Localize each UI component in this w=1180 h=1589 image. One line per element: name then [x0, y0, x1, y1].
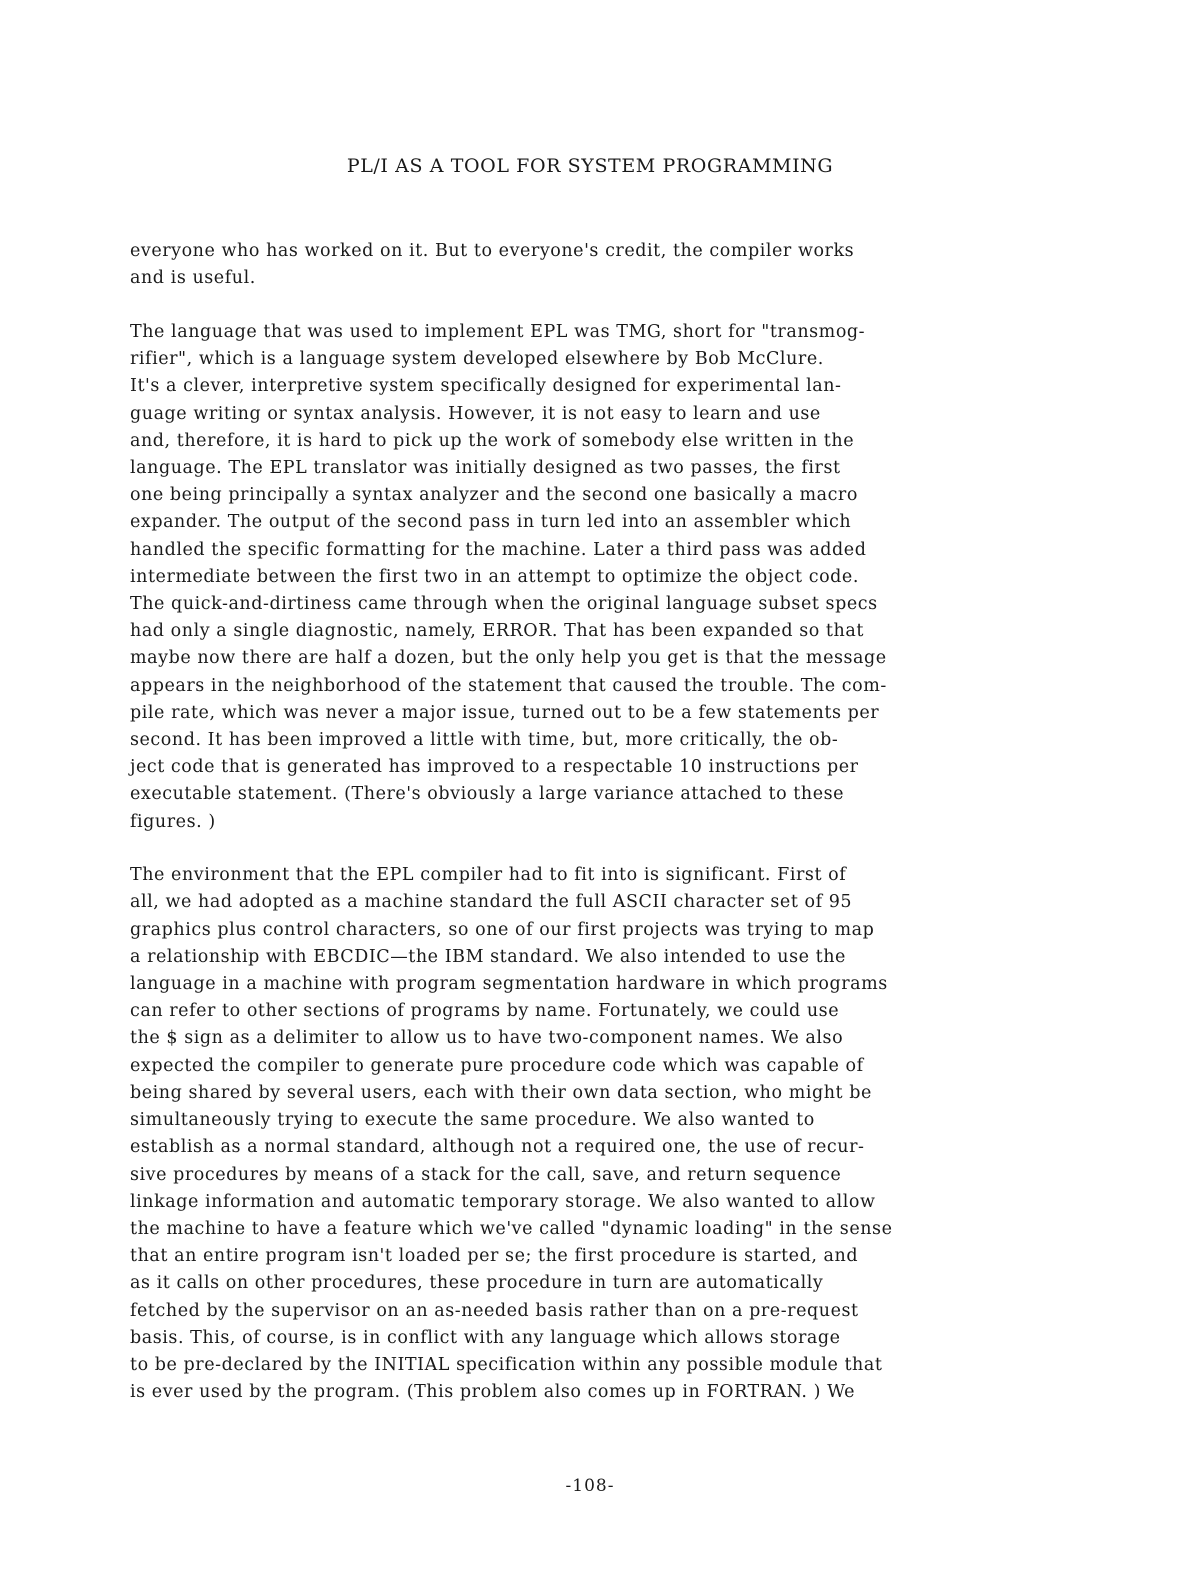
text-line: appears in the neighborhood of the statement that caused the trouble. The com-: [130, 675, 887, 696]
text-line: a relationship with EBCDIC—the IBM standard. We also intended to use the: [130, 946, 846, 967]
text-line: that an entire program isn't loaded per se; the first procedure is started, and: [130, 1246, 859, 1267]
text-line: The quick-and-dirtiness came through when the original language subset specs: [130, 593, 878, 614]
text-line: basis. This, of course, is in conflict with any language which allows storage: [130, 1327, 841, 1348]
text-line: The environment that the EPL compiler had to fit into is significant. First of: [130, 865, 847, 886]
text-line: everyone who has worked on it. But to everyone's credit, the compiler works: [130, 241, 855, 261]
text-line: to be pre-declared by the INITIAL specification within any possible module that: [130, 1354, 883, 1375]
paragraph: [130, 862, 1120, 1406]
text-line: rifier", which is a language system developed elsewhere by Bob McClure.: [130, 349, 824, 370]
text-line: all, we had adopted as a machine standard the full ASCII character set of 95: [130, 892, 853, 913]
text-line: second. It has been improved a little with time, but, more critically, the ob-: [130, 729, 839, 750]
text-line: It's a clever, interpretive system specifically designed for experimental lan-: [130, 376, 842, 397]
text-line: fetched by the supervisor on an as-needed basis rather than on a pre-request: [130, 1300, 859, 1321]
page-title: PL/I AS A TOOL FOR SYSTEM PROGRAMMING: [346, 155, 834, 177]
text-line: had only a single diagnostic, namely, ERROR. That has been expanded so that: [130, 621, 864, 642]
text-line: the $ sign as a delimiter to allow us to have two-component names. We also: [130, 1028, 844, 1049]
text-line: executable statement. (There's obviously a large variance attached to these: [130, 784, 845, 805]
text-line: handled the specific formatting for the machine. Later a third pass was added: [130, 539, 867, 560]
text-line: as it calls on other procedures, these procedure in turn are automatically: [130, 1273, 824, 1294]
text-line: expander. The output of the second pass in turn led into an assembler which: [130, 512, 852, 533]
text-line: one being principally a syntax analyzer and the second one basically a macro: [130, 485, 858, 506]
text-line: The language that was used to implement EPL was TMG, short for "transmog-: [130, 321, 866, 342]
text-line: language. The EPL translator was initially designed as two passes, the first: [130, 457, 841, 478]
text-line: is ever used by the program. (This problem also comes up in FORTRAN. ) We: [130, 1382, 856, 1403]
text-line: can refer to other sections of programs by name. Fortunately, we could use: [130, 1001, 840, 1022]
paragraph: [130, 238, 1120, 292]
text-line: maybe now there are half a dozen, but the only help you get is that the message: [130, 648, 887, 669]
text-line: and, therefore, it is hard to pick up the work of somebody else written in the: [130, 430, 855, 451]
page-number: -108-: [565, 1476, 615, 1496]
text-line: expected the compiler to generate pure procedure code which was capable of: [130, 1055, 864, 1076]
text-line: intermediate between the first two in an attempt to optimize the object code.: [130, 566, 859, 587]
text-line: the machine to have a feature which we've called "dynamic loading" in the sense: [130, 1218, 893, 1239]
text-line: guage writing or syntax analysis. However, it is not easy to learn and use: [130, 403, 821, 424]
text-line: ject code that is generated has improved to a respectable 10 instructions per: [130, 757, 859, 778]
body-text: [130, 238, 1120, 1433]
text-line: simultaneously trying to execute the same procedure. We also wanted to: [130, 1110, 815, 1131]
text-line: being shared by several users, each with their own data section, who might be: [130, 1082, 872, 1103]
text-line: linkage information and automatic temporary storage. We also wanted to allow: [130, 1191, 876, 1212]
text-line: figures. ): [130, 811, 216, 832]
text-line: and is useful.: [130, 268, 256, 289]
text-line: establish as a normal standard, although not a required one, the use of recur-: [130, 1137, 865, 1158]
text-line: language in a machine with program segmentation hardware in which programs: [130, 974, 888, 995]
text-line: sive procedures by means of a stack for the call, save, and return sequence: [130, 1164, 842, 1185]
text-line: pile rate, which was never a major issue, turned out to be a few statements per: [130, 702, 880, 723]
text-line: graphics plus control characters, so one of our first projects was trying to map: [130, 919, 875, 940]
paragraph: [130, 319, 1120, 836]
